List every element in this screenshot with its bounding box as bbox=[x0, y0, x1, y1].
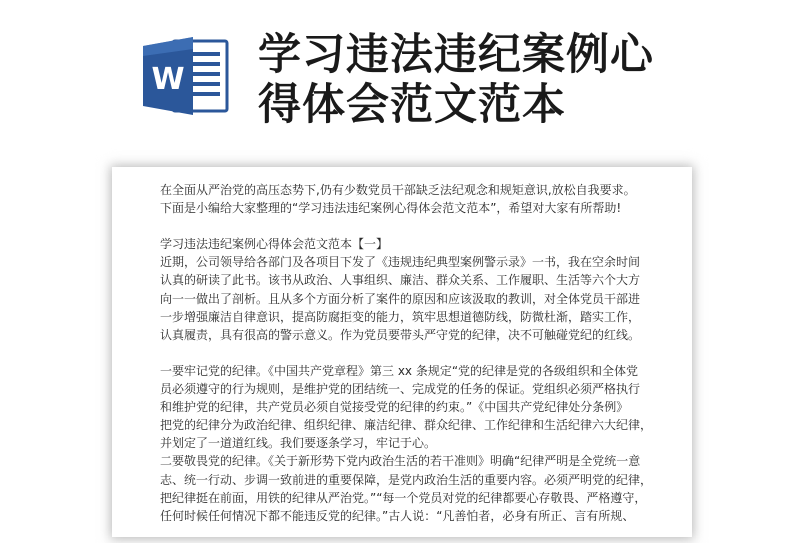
paragraph-intro bbox=[160, 181, 656, 217]
text-line: 认真的研读了此书。该书从政治、人事组织、廉洁、群众关系、工作履职、生活等六个大方 bbox=[160, 273, 641, 288]
document-page bbox=[112, 167, 692, 537]
section-heading: 学习违法违纪案例心得体会范文范本【一】 bbox=[160, 237, 389, 252]
paragraph-section-one bbox=[160, 235, 656, 344]
title-line-1: 学习违法违纪案例心 bbox=[258, 30, 654, 80]
text-line: 把党的纪律分为政治纪律、组织纪律、廉洁纪律、群众纪律、工作纪律和生活纪律六大纪律， bbox=[160, 418, 653, 433]
page-title bbox=[258, 30, 778, 130]
text-line: 近期，公司领导给各部门及各项目下发了《违规违纪典型案例警示录》一书，我在空余时间 bbox=[160, 255, 641, 270]
title-line-2: 得体会范文范本 bbox=[258, 80, 566, 130]
text-line: 一要牢记党的纪律。《中国共产党章程》第三 xx 条规定“党的纪律是党的各级组织和全体党 bbox=[160, 363, 639, 378]
paragraph-discipline bbox=[160, 362, 656, 525]
paragraph-gap bbox=[160, 344, 656, 362]
text-line: 把纪律挺在前面，用铁的纪律从严治党。”“每一个党员对党的纪律都要心存敬畏、严格遵守， bbox=[160, 490, 647, 505]
text-line: 二要敬畏党的纪律。《关于新形势下党内政治生活的若干准则》明确“纪律严明是全党统一意 bbox=[160, 454, 641, 469]
text-line: 向一一做出了剖析。且从多个方面分析了案件的原因和应该汲取的教训，对全体党员干部进 bbox=[160, 291, 641, 306]
text-line: 并划定了一道道红线。我们要逐条学习，牢记于心。 bbox=[160, 436, 437, 451]
text-line: 和维护党的纪律，共产党员必须自觉接受党的纪律的约束。”《中国共产党纪律处分条例》 bbox=[160, 400, 629, 415]
text-line: 下面是小编给大家整理的“学习违法违纪案例心得体会范文范本”，希望对大家有所帮助! bbox=[160, 201, 622, 216]
document-body bbox=[160, 181, 656, 525]
svg-text:W: W bbox=[151, 62, 185, 97]
text-line: 员必须遵守的行为规则，是维护党的团结统一、完成党的任务的保证。党组织必须严格执行 bbox=[160, 382, 641, 397]
paragraph-gap bbox=[160, 217, 656, 235]
text-line: 一步增强廉洁自律意识，提高防腐拒变的能力，筑牢思想道德防线，防微杜渐，踏实工作， bbox=[160, 309, 641, 324]
word-document-icon bbox=[143, 35, 231, 117]
text-line: 志、统一行动、步调一致前进的重要保障，是党内政治生活的重要内容。必须严明党的纪律， bbox=[160, 472, 653, 487]
text-line: 在全面从严治党的高压态势下,仍有少数党员干部缺乏法纪观念和规矩意识,放松自我要求。 bbox=[160, 183, 636, 197]
text-line: 认真履责，具有很高的警示意义。作为党员要带头严守党的纪律，决不可触碰党纪的红线。 bbox=[160, 327, 641, 342]
header-banner bbox=[0, 0, 800, 160]
text-line: 任何时候任何情况下都不能违反党的纪律。”古人说：“凡善怕者，必身有所正、言有所规、 bbox=[160, 508, 635, 523]
